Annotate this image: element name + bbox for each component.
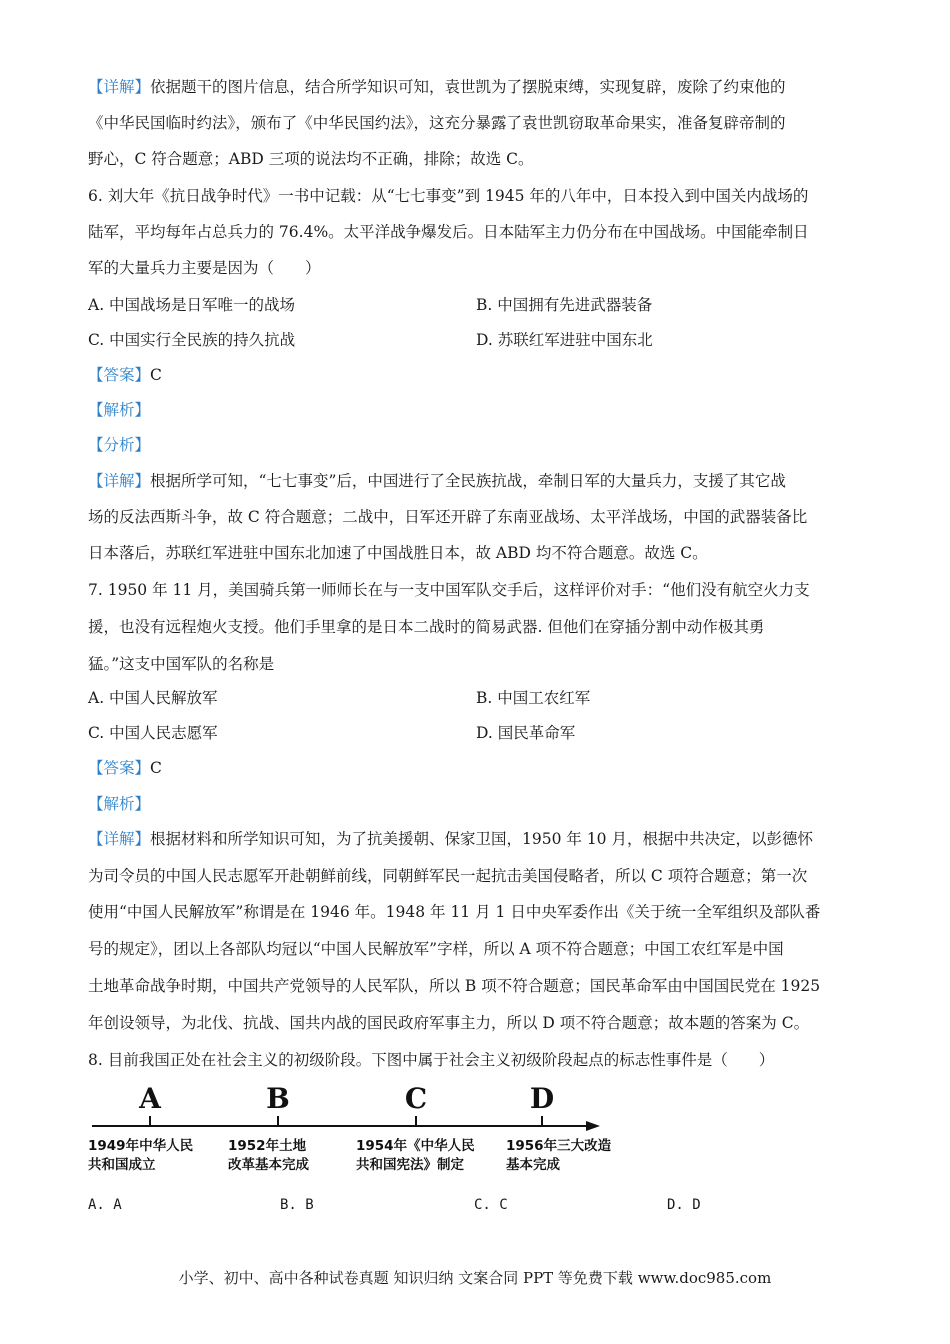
q7-detail-text-1: 根据材料和所学知识可知，为了抗美援朝、保家卫国，1950 年 10 月，根据中共决定，以彭德怀 [150, 830, 813, 848]
q6-option-d: D. 苏联红军进驻中国东北 [476, 331, 653, 349]
q7-stem-line-3: 猛。”这支中国军队的名称是 [88, 655, 275, 673]
q5-detail-text-1: 依据题干的图片信息，结合所学知识可知，袁世凯为了摆脱束缚，实现复辟，废除了约束他的 [150, 78, 786, 96]
q7-stem-line-2: 援，也没有远程炮火支授。他们手里拿的是日本二战时的简易武器. 但他们在穿插分割中动作极其勇 [88, 618, 765, 636]
timeline-caption-b-2: 改革基本完成 [228, 1157, 309, 1173]
q6-detail-line-2: 场的反法西斯斗争，故 C 符合题意；二战中，日军还开辟了东南亚战场、太平洋战场，中国的武器装备比 [88, 508, 808, 526]
q6-detail-line-1 [88, 471, 786, 491]
timeline-arrowhead [586, 1121, 600, 1131]
q5-detail-line-2: 《中华民国临时约法》，颁布了《中华民国约法》，这充分暴露了袁世凯窃取革命果实，准备复辟帝制的 [88, 114, 786, 132]
q6-detail-line-3: 日本落后，苏联红军进驻中国东北加速了中国战胜日本，故 ABD 均不符合题意。故选 C。 [88, 544, 708, 562]
timeline-caption-d-1: 1956年三大改造 [506, 1138, 612, 1154]
q6-stem-line-1: 6. 刘大年《抗日战争时代》一书中记载：从“七七事变”到 1945 年的八年中，日本投入到中国关内战场的 [88, 187, 809, 205]
q6-option-a: A. 中国战场是日军唯一的战场 [88, 296, 296, 314]
detail-tag: 【详解】 [88, 830, 151, 848]
timeline-caption-d-2: 基本完成 [506, 1157, 560, 1173]
detail-tag: 【详解】 [88, 472, 151, 490]
timeline-figure [88, 1078, 628, 1178]
q7-detail-line-2: 为司令员的中国人民志愿军开赴朝鲜前线，同朝鲜军民一起抗击美国侵略者，所以 C 项符合题意；第一次 [88, 867, 808, 885]
q8-option-c: C. C [474, 1197, 508, 1213]
timeline-caption-a-2: 共和国成立 [88, 1157, 156, 1173]
q7-stem-line-1: 7. 1950 年 11 月，美国骑兵第一师师长在与一支中国军队交手后，这样评价对手：“他们没有航空火力支 [88, 581, 810, 599]
q7-detail-line-4: 号的规定》，团以上各部队均冠以“中国人民解放军”字样，所以 A 项不符合题意；中国工农红军是中国 [88, 940, 784, 958]
q6-stem-line-2: 陆军，平均每年占总兵力的 76.4%。太平洋战争爆发后。日本陆军主力仍分布在中国战场。中国能牵制日 [88, 223, 809, 241]
q7-detail-line-5: 土地革命战争时期，中国共产党领导的人民军队，所以 B 项不符合题意；国民革命军由中国国民党在 1925 [88, 977, 821, 995]
q8-option-b: B. B [280, 1197, 314, 1213]
q7-option-c: C. 中国人民志愿军 [88, 724, 218, 742]
q6-fenxi-tag: 【分析】 [88, 436, 151, 454]
q6-answer [88, 365, 162, 385]
q8-option-a: A. A [88, 1197, 122, 1213]
q7-answer [88, 758, 162, 778]
timeline-letter-d: D [529, 1082, 555, 1115]
timeline-caption-b-1: 1952年土地 [228, 1138, 307, 1154]
page-footer: 小学、初中、高中各种试卷真题 知识归纳 文案合同 PPT 等免费下载 www.doc985.com [178, 1269, 772, 1287]
q6-stem-line-3: 军的大量兵力主要是因为（ ） [88, 259, 321, 277]
timeline-letter-a: A [139, 1082, 161, 1115]
q7-detail-line-1 [88, 829, 813, 849]
q8-option-d: D. D [667, 1197, 701, 1213]
answer-tag: 【答案】 [88, 759, 151, 777]
q5-detail-line-1 [88, 77, 786, 97]
timeline-caption-c-1: 1954年《中华人民 [356, 1138, 475, 1154]
timeline-caption-a-1: 1949年中华人民 [88, 1138, 194, 1154]
q7-option-b: B. 中国工农红军 [476, 689, 591, 707]
q6-detail-text-1: 根据所学可知，“七七事变”后，中国进行了全民族抗战，牵制日军的大量兵力，支援了其它战 [150, 472, 786, 490]
timeline-letter-b: B [266, 1082, 290, 1115]
q6-analysis-tag: 【解析】 [88, 401, 151, 419]
q7-detail-line-6: 年创设领导，为北伐、抗战、国共内战的国民政府军事主力，所以 D 项不符合题意；故本题的答案为 C。 [88, 1014, 810, 1032]
q7-answer-value: C [150, 759, 162, 777]
q6-option-b: B. 中国拥有先进武器装备 [476, 296, 653, 314]
q5-detail-line-3: 野心，C 符合题意；ABD 三项的说法均不正确，排除；故选 C。 [88, 150, 534, 168]
timeline-caption-c-2: 共和国宪法》制定 [356, 1157, 464, 1173]
q7-analysis-tag: 【解析】 [88, 795, 151, 813]
detail-tag: 【详解】 [88, 78, 151, 96]
answer-tag: 【答案】 [88, 366, 151, 384]
q7-option-a: A. 中国人民解放军 [88, 689, 218, 707]
q7-detail-line-3: 使用“中国人民解放军”称谓是在 1946 年。1948 年 11 月 1 日中央军委作出《关于统一全军组织及部队番 [88, 903, 821, 921]
q6-answer-value: C [150, 366, 162, 384]
q6-option-c: C. 中国实行全民族的持久抗战 [88, 331, 296, 349]
q8-stem-line-1: 8. 目前我国正处在社会主义的初级阶段。下图中属于社会主义初级阶段起点的标志性事件是（ ） [88, 1051, 775, 1069]
timeline-letter-c: C [404, 1082, 428, 1115]
q7-option-d: D. 国民革命军 [476, 724, 576, 742]
